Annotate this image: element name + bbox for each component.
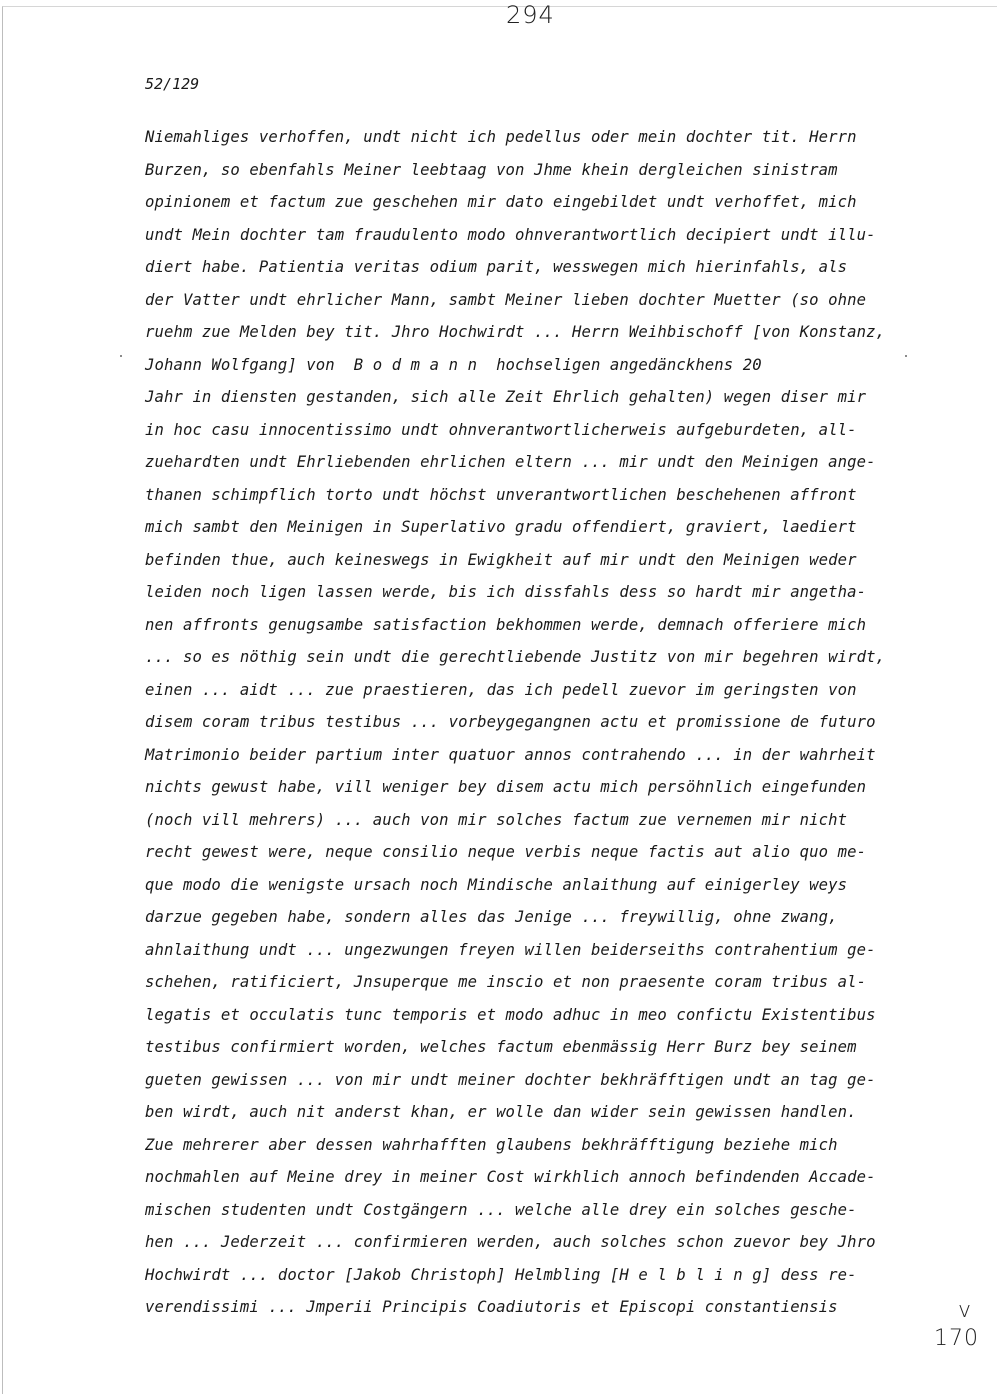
text-line: Hochwirdt ... doctor [Jakob Christoph] Helmbling [H e l b l i n g] dess re- [145, 1265, 857, 1284]
scan-speck [120, 355, 122, 357]
archive-reference: 52/129 [145, 75, 200, 93]
text-line: Niemahliges verhoffen, undt nicht ich pedellus oder mein dochter tit. Herrn [145, 128, 857, 146]
text-line: testibus confirmiert worden, welches factum ebenmässig Herr Burz bey seinem [145, 1038, 857, 1056]
text-line: gueten gewissen ... von mir undt meiner dochter bekhräfftigen undt an tag ge- [145, 1070, 876, 1089]
text-line: nochmahlen auf Meine drey in meiner Cost wirkhlich annoch befindenden Accade- [145, 1168, 876, 1186]
text-line: zuehardten undt Ehrliebenden ehrlichen eltern ... mir undt den Meinigen ange- [145, 453, 876, 471]
text-line: Zue mehrerer aber dessen wahrhafften glaubens bekhräfftigung beziehe mich [145, 1135, 838, 1154]
text-line: einen ... aidt ... zue praestieren, das ich pedell zuevor im geringsten von [145, 680, 857, 699]
text-line: ahnlaithung undt ... ungezwungen freyen willen beiderseiths contrahentium ge- [145, 940, 876, 959]
text-line: leiden noch ligen lassen werde, bis ich dissfahls dess so hardt mir angetha- [145, 583, 867, 601]
scan-speck [905, 355, 907, 357]
text-line: ruehm zue Melden bey tit. Jhro Hochwirdt ... Herrn Weihbischoff [von Konstanz, [145, 323, 886, 341]
text-line: Burzen, so ebenfahls Meiner leebtaag von Jhme khein dergleichen sinistram [145, 160, 838, 179]
handwritten-page-number: 294 [506, 1, 555, 29]
text-line: Jahr in diensten gestanden, sich alle Zeit Ehrlich gehalten) wegen diser mir [145, 388, 867, 406]
text-line: verendissimi ... Jmperii Principis Coadiutoris et Episcopi constantiensis [145, 1298, 838, 1316]
text-line: ... so es nöthig sein undt die gerechtliebende Justitz von mir begehren wirdt, [145, 648, 886, 666]
text-line: nichts gewust habe, vill weniger bey disem actu mich persöhnlich eingefunden [145, 778, 867, 796]
text-line: der Vatter undt ehrlicher Mann, sambt Meiner lieben dochter Muetter (so ohne [145, 290, 867, 309]
text-line: Matrimonio beider partium inter quatuor annos contrahendo ... in der wahrheit [145, 745, 876, 764]
text-line: legatis et occulatis tunc temporis et modo adhuc in meo confictu Existentibus [145, 1005, 876, 1024]
text-line: recht gewest were, neque consilio neque verbis neque factis aut alio quo me- [145, 843, 867, 861]
text-line: opinionem et factum zue geschehen mir dato eingebildet undt verhoffet, mich [145, 193, 857, 211]
text-line: diert habe. Patientia veritas odium parit, wesswegen mich hierinfahls, als [145, 258, 848, 276]
text-line: thanen schimpflich torto undt höchst unverantwortlichen beschehenen affront [145, 485, 857, 504]
handwritten-folio-number: 170 [934, 1326, 979, 1351]
text-line: disem coram tribus testibus ... vorbeygegangnen actu et promissione de futuro [145, 713, 876, 731]
text-line: que modo die wenigste ursach noch Mindische anlaithung auf einigerley weys [145, 875, 848, 894]
text-line: in hoc casu innocentissimo undt ohnverantwortlicherweis aufgeburdeten, all- [145, 420, 857, 439]
handwritten-check-mark: v [958, 1298, 972, 1323]
text-line: schehen, ratificiert, Jnsuperque me inscio et non praesente coram tribus al- [145, 973, 867, 991]
text-line: nen affronts genugsambe satisfaction bekhommen werde, demnach offeriere mich [145, 615, 867, 634]
text-line: befinden thue, auch keineswegs in Ewigkheit auf mir undt den Meinigen weder [145, 550, 857, 569]
text-line: (noch vill mehrers) ... auch von mir solches factum zue vernemen mir nicht [145, 810, 848, 829]
text-line: mich sambt den Meinigen in Superlativo gradu offendiert, graviert, laediert [145, 518, 857, 536]
text-line: mischen studenten undt Costgängern ... welche alle drey ein solches gesche- [145, 1200, 857, 1219]
text-line: Johann Wolfgang] von B o d m a n n hochseligen angedänckhens 20 [145, 355, 762, 374]
text-line: ben wirdt, auch nit anderst khan, er wolle dan wider sein gewissen handlen. [145, 1103, 857, 1121]
text-line: hen ... Jederzeit ... confirmieren werden, auch solches schon zuevor bey Jhro [145, 1233, 876, 1251]
body-text [145, 128, 935, 1331]
text-line: undt Mein dochter tam fraudulento modo ohnverantwortlich decipiert undt illu- [145, 225, 876, 244]
text-line: darzue gegeben habe, sondern alles das Jenige ... freywillig, ohne zwang, [145, 908, 838, 926]
